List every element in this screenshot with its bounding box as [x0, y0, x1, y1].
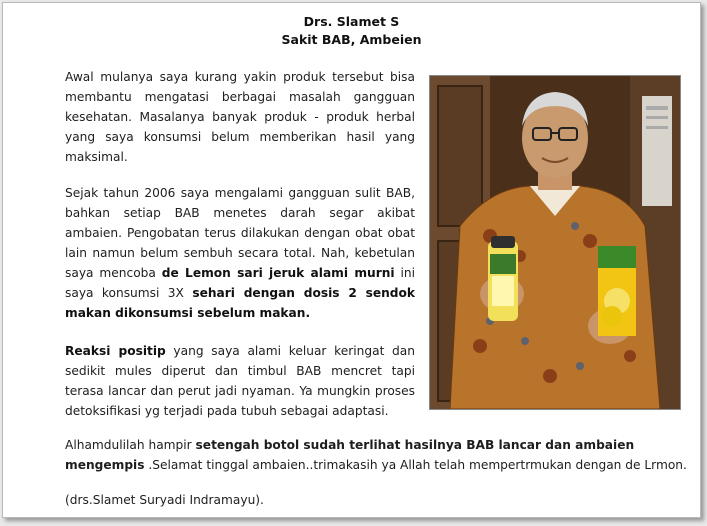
- paragraph-reaction: [65, 341, 415, 421]
- paragraph-intro: Awal mulanya saya kurang yakin produk tersebut bisa membantu mengatasi berbagai masalah gangguan kesehatan. Masalanya banyak produk - produk herbal yang saya konsumsi belum memberikan hasil yang maksimal.: [65, 70, 415, 164]
- testimonial-photo: [429, 75, 681, 410]
- result-bold: setengah botol sudah terlihat hasilnya BAB lancar dan ambaien mengempis: [65, 438, 635, 472]
- paragraph-history: [65, 183, 415, 323]
- testimonial-card: [2, 2, 701, 518]
- signature: (drs.Slamet Suryadi Indramayu).: [65, 493, 264, 507]
- testimonial-name: Drs. Slamet S: [303, 14, 400, 29]
- paragraph-history-text-2: ini saya konsumsi 3X: [65, 266, 415, 300]
- paragraph-reaction-text: yang saya alami keluar keringat dan sedikit mules diperut dan timbul BAB mencret tapi terasa lancar dan perut jadi nyaman. Ya mungkin proses detoksifikasi yg terjadi pada tubuh sebagai adaptasi.: [65, 344, 415, 418]
- photo-illustration: [430, 76, 680, 409]
- testimonial-condition: Sakit BAB, Ambeien: [281, 32, 422, 47]
- paragraph-result-text: Alhamdulilah hampir: [65, 438, 196, 452]
- reaction-bold: Reaksi positip: [65, 344, 166, 358]
- paragraph-result: [65, 435, 695, 475]
- paragraph-history-text: Sejak tahun 2006 saya mengalami gangguan sulit BAB, bahkan setiap BAB menetes darah segar akibat ambaien. Pengobatan terus dilakukan dengan obat obat lain namun belum sembuh secara total. Nah, kebetulan saya mencoba: [65, 186, 415, 280]
- product-name-bold: de Lemon sari jeruk alami murni: [161, 266, 395, 280]
- dosage-bold: sehari dengan dosis 2 sendok makan dikonsumsi sebelum makan.: [65, 286, 415, 320]
- paragraph-result-text-2: .Selamat tinggal ambaien..trimakasih ya Allah telah mempertrmukan dengan de Lrmon.: [144, 458, 687, 472]
